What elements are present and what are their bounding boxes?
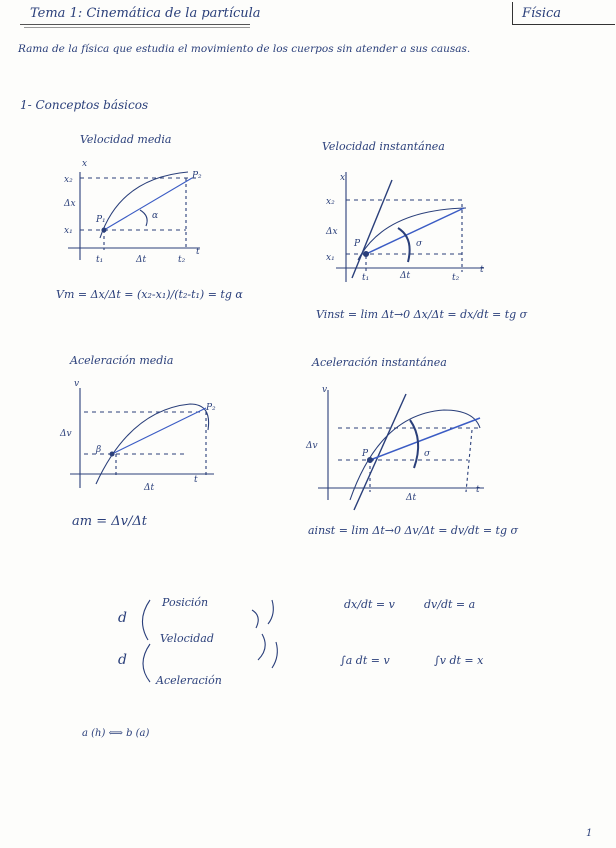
- acc-inst-formula: ainst = lim Δt→0 Δv/Δt = dv/dt = tg σ: [308, 524, 519, 537]
- vm-label-p2: P₂: [192, 171, 202, 181]
- ai-label-dt: Δt: [406, 493, 417, 503]
- am-label-p2: P₂: [206, 403, 216, 413]
- acc-media-formula: am = Δv/Δt: [72, 514, 147, 529]
- vi-label-dt: Δt: [400, 271, 411, 281]
- vm-label-axis-t: t: [196, 247, 200, 257]
- relations-eq3: ∫a dt = v: [340, 654, 390, 667]
- vi-label-axis-x: x: [340, 173, 346, 183]
- vi-label-t1: t₁: [362, 273, 370, 283]
- vm-label-dt: Δt: [136, 255, 147, 265]
- acc-inst-title: Aceleración instantánea: [312, 356, 447, 369]
- am-label-axis-v: v: [74, 379, 80, 389]
- page-title: Tema 1: Cinemática de la partícula: [30, 6, 261, 21]
- acc-media-diagram: [70, 388, 214, 488]
- vel-inst-diagram: [336, 172, 484, 282]
- vm-label-t2: t₂: [178, 255, 186, 265]
- vm-label-x1: x₁: [64, 226, 73, 236]
- vi-label-x2: x₂: [326, 197, 335, 207]
- vm-label-t1: t₁: [96, 255, 104, 265]
- ai-label-axis-v: v: [322, 385, 328, 395]
- vm-label-axis-x: x: [82, 159, 88, 169]
- relations-posicion: Posición: [162, 596, 209, 609]
- vi-label-t2: t₂: [452, 273, 460, 283]
- relations-d-top: d: [118, 610, 127, 626]
- relations-eq1: dx/dt = v: [344, 598, 395, 611]
- vel-media-formula: Vm = Δx/Δt = (x₂-x₁)/(t₂-t₁) = tg α: [56, 288, 243, 301]
- footnote: a (h) ⟺ b (a): [82, 728, 150, 739]
- vi-label-x1: x₁: [326, 253, 335, 263]
- am-label-beta: β: [96, 445, 102, 455]
- relations-eq4: ∫v dt = x: [434, 654, 484, 667]
- relations-d-bottom: d: [118, 652, 127, 668]
- relations-aceleracion: Aceleración: [156, 674, 222, 687]
- ai-label-dv: Δv: [306, 441, 318, 451]
- vel-inst-formula: Vinst = lim Δt→0 Δx/Δt = dx/dt = tg σ: [316, 308, 528, 321]
- acc-inst-diagram: [318, 390, 484, 510]
- relations-velocidad: Velocidad: [160, 632, 214, 645]
- vel-media-diagram: [68, 172, 200, 260]
- vi-label-sigma: σ: [416, 239, 423, 249]
- am-label-dv: Δv: [60, 429, 72, 439]
- vm-label-dx: Δx: [64, 199, 76, 209]
- vi-label-dx: Δx: [326, 227, 338, 237]
- relations-eq2: dv/dt = a: [424, 598, 476, 611]
- vm-label-p1: P₁: [96, 215, 106, 225]
- ai-label-p: P: [362, 449, 369, 459]
- am-label-dt: Δt: [144, 483, 155, 493]
- intro-text: Rama de la física que estudia el movimiento de los cuerpos sin atender a sus causas.: [18, 43, 471, 55]
- ai-label-sigma: σ: [424, 449, 431, 459]
- vi-label-p: P: [354, 239, 361, 249]
- vel-inst-title: Velocidad instantánea: [322, 140, 445, 153]
- acc-media-title: Aceleración media: [70, 354, 174, 367]
- vm-label-x2: x₂: [64, 175, 73, 185]
- vel-media-title: Velocidad media: [80, 133, 172, 146]
- section-title: 1- Conceptos básicos: [20, 98, 149, 112]
- am-label-axis-t: t: [194, 475, 198, 485]
- vm-label-alpha: α: [152, 211, 159, 221]
- ai-label-axis-t: t: [476, 485, 480, 495]
- vi-label-axis-t: t: [480, 265, 484, 275]
- page-number: 1: [586, 828, 593, 839]
- subject-label: Física: [522, 6, 562, 21]
